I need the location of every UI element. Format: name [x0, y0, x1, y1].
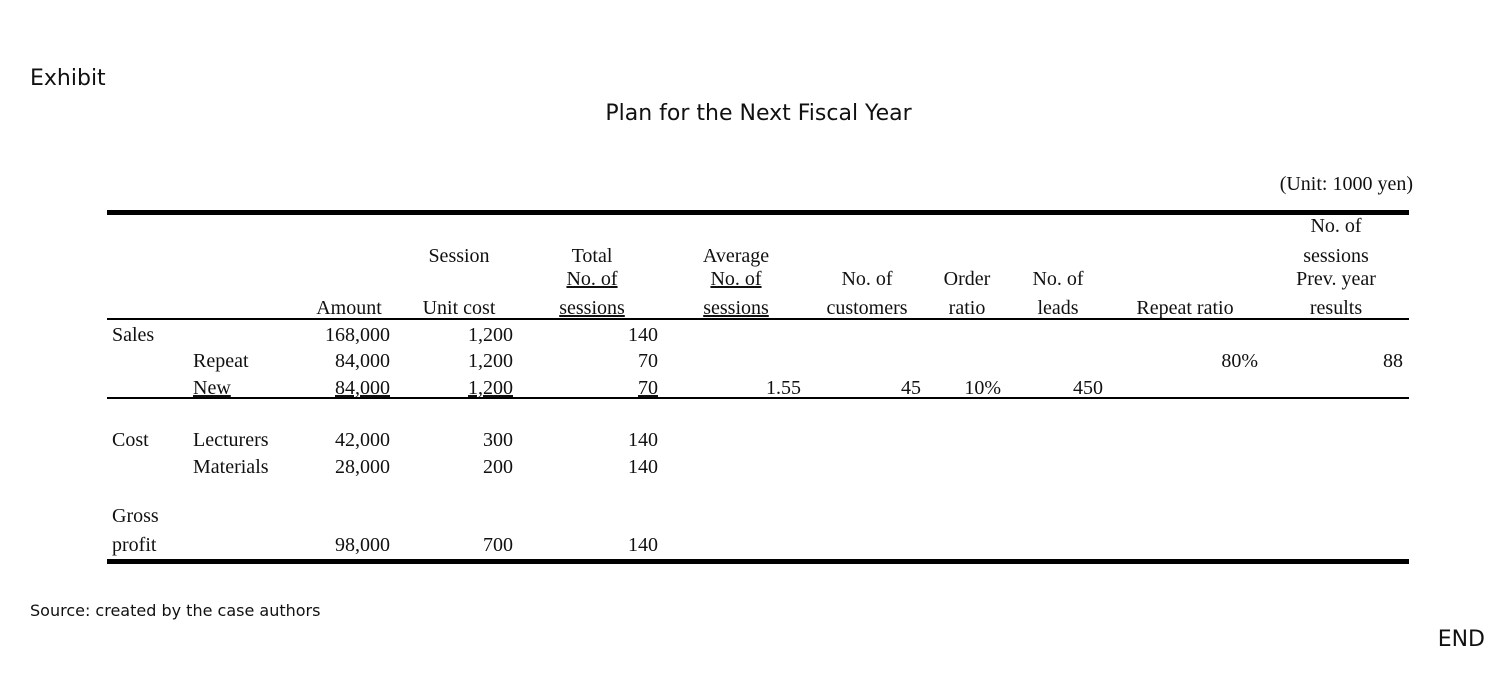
- repeat-amount: 84,000: [335, 350, 390, 372]
- table-section-rule: [107, 397, 1409, 399]
- header-leads-line1: No. of: [1032, 268, 1084, 290]
- page-title: Plan for the Next Fiscal Year: [605, 101, 912, 126]
- new-order-ratio: 10%: [964, 377, 1001, 399]
- repeat-ratio-value: 80%: [1221, 350, 1258, 372]
- header-total-no-of: No. of: [566, 268, 618, 290]
- header-average-sessions: sessions: [703, 297, 769, 319]
- lecturers-total-sessions: 140: [628, 429, 658, 451]
- materials-unit-cost: 200: [483, 456, 513, 478]
- header-order-line1: Order: [943, 268, 991, 290]
- header-session: Session: [428, 245, 490, 267]
- row-label-materials: Materials: [193, 456, 269, 478]
- header-total-sessions: sessions: [559, 297, 625, 319]
- row-label-repeat: Repeat: [193, 350, 249, 372]
- prev-year-sessions-value: 88: [1383, 350, 1403, 372]
- row-label-profit: profit: [112, 534, 157, 556]
- unit-note: (Unit: 1000 yen): [1279, 173, 1413, 195]
- gross-profit-unit-cost: 700: [483, 534, 513, 556]
- row-label-new: New: [193, 377, 231, 399]
- new-total-sessions: 70: [638, 377, 658, 399]
- new-average-sessions: 1.55: [766, 377, 801, 399]
- header-customers-line1: No. of: [841, 268, 893, 290]
- materials-amount: 28,000: [335, 456, 390, 478]
- exhibit-label: Exhibit: [30, 66, 106, 91]
- row-label-cost: Cost: [112, 429, 149, 451]
- header-repeat-ratio: Repeat ratio: [1136, 297, 1234, 319]
- header-customers-line2: customers: [826, 297, 908, 319]
- header-leads-line2: leads: [1037, 297, 1079, 319]
- row-label-lecturers: Lecturers: [193, 429, 269, 451]
- header-average-no-of: No. of: [710, 268, 762, 290]
- row-label-gross: Gross: [112, 505, 159, 527]
- new-amount: 84,000: [335, 377, 390, 399]
- lecturers-amount: 42,000: [335, 429, 390, 451]
- sales-amount: 168,000: [325, 324, 390, 346]
- header-prev-line1: No. of: [1310, 215, 1362, 237]
- materials-total-sessions: 140: [628, 456, 658, 478]
- gross-profit-amount: 98,000: [335, 534, 390, 556]
- header-order-line2: ratio: [948, 297, 986, 319]
- header-amount: Amount: [316, 297, 382, 319]
- end-mark: END: [1437, 627, 1485, 652]
- sales-total-sessions: 140: [628, 324, 658, 346]
- header-unit-cost: Unit cost: [422, 297, 496, 319]
- header-prev-line3: Prev. year: [1296, 268, 1376, 290]
- header-prev-line2: sessions: [1303, 245, 1369, 267]
- source-note: Source: created by the case authors: [30, 601, 321, 620]
- header-total: Total: [571, 245, 613, 267]
- header-prev-line4: results: [1309, 297, 1363, 319]
- repeat-total-sessions: 70: [638, 350, 658, 372]
- lecturers-unit-cost: 300: [483, 429, 513, 451]
- header-average: Average: [702, 245, 770, 267]
- sales-unit-cost: 1,200: [468, 324, 513, 346]
- table-top-rule: [107, 210, 1409, 215]
- repeat-unit-cost: 1,200: [468, 350, 513, 372]
- row-label-sales: Sales: [112, 324, 155, 346]
- new-customers: 45: [901, 377, 921, 399]
- gross-profit-total-sessions: 140: [628, 534, 658, 556]
- new-leads: 450: [1073, 377, 1103, 399]
- table-bottom-rule: [107, 559, 1409, 564]
- new-unit-cost: 1,200: [468, 377, 513, 399]
